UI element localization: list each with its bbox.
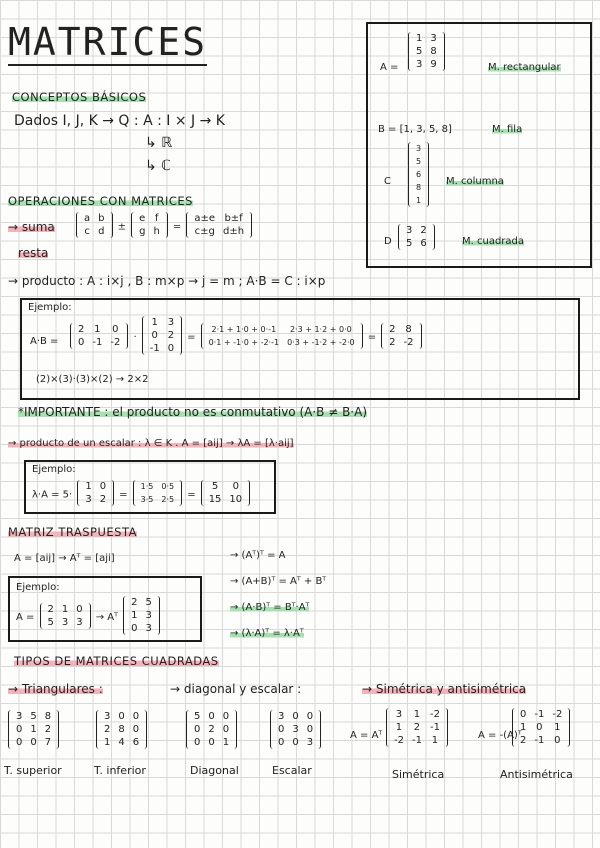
matrix-cell: 0 (232, 481, 239, 492)
traspuesta-arrow: → Aᵀ (95, 612, 118, 623)
matrix (408, 142, 429, 207)
matrix (186, 710, 237, 749)
matrix (512, 708, 570, 747)
matrix-cell: 3 (306, 737, 314, 748)
matrix-cell: d±h (223, 226, 245, 237)
matrix-cell: 0 (222, 711, 230, 722)
matrix-cell: 1 (104, 737, 111, 748)
matrix (123, 596, 160, 635)
matrix-cell: 3 (145, 610, 152, 621)
equals: = (172, 221, 182, 233)
matrix-cell: 2 (78, 323, 85, 335)
ejemplo-traspuesta-box (8, 576, 202, 642)
label-escalar: Escalar (272, 764, 312, 777)
matrix-cell: 1 (94, 323, 101, 335)
suma-label: → suma (8, 220, 55, 234)
matrix (201, 480, 250, 506)
traspuesta-lhs: A = (16, 612, 35, 623)
matrix-simetrica (386, 708, 448, 747)
matrix-types-box (366, 22, 592, 268)
matrix-cell: 2 (167, 330, 175, 341)
matrix (186, 212, 252, 238)
matrix-cell: 1 (554, 722, 561, 733)
matrix-cell: -2 (394, 735, 404, 746)
equals-2: = (367, 332, 377, 343)
matrix-cell: 3 (278, 711, 285, 722)
matrix (40, 603, 91, 629)
escalar-lhs: λ·A = 5· (32, 489, 73, 501)
matrix-escalar (270, 710, 321, 749)
conceptos-heading: CONCEPTOS BÁSICOS (12, 90, 147, 104)
matrix-cell: 5 (416, 46, 423, 57)
equals: = (119, 489, 128, 501)
matrix-cell: 0 (222, 724, 230, 735)
matrix-cell: d (98, 226, 105, 237)
matrix-cell: 3 (416, 59, 423, 70)
matrix-cell: 3·5 (140, 495, 154, 504)
matrix-cell: 0 (132, 711, 140, 722)
matrix-cell: 5 (145, 597, 152, 608)
matrix (70, 323, 128, 349)
matrix-cell: 0 (131, 623, 138, 634)
tipos-heading: TIPOS DE MATRICES CUADRADAS (14, 654, 219, 668)
matrix-cell: c (84, 226, 90, 237)
matrix-cell: 4 (118, 737, 125, 748)
matrix-cell: 5 (194, 711, 201, 722)
matrix-c (408, 142, 429, 207)
matrix-cell: 2 (420, 225, 427, 236)
matrix-cell: 0 (292, 737, 299, 748)
matrix-cell: 2 (413, 722, 421, 733)
matrix-cell: 0 (292, 711, 299, 722)
matrix (398, 224, 435, 250)
escalar-example (32, 480, 250, 506)
matrix-cell: 1 (413, 709, 421, 720)
conceptos-line3: ↳ ℂ (145, 158, 171, 174)
matrix-cell: h (153, 226, 160, 237)
matrix-cell: 2 (99, 494, 107, 505)
matrix-cell: 1 (431, 735, 439, 746)
matrix-d-label: D (384, 236, 392, 247)
page-title: MATRICES (8, 20, 208, 64)
matrix-diagonal (186, 710, 237, 749)
matrix-cell: 0·3 + -1·2 + -2·0 (287, 337, 355, 347)
matrix-cell: 2 (208, 724, 215, 735)
matrix-cell: 0 (16, 724, 23, 735)
ejemplo-producto-box (20, 298, 580, 400)
matrix (77, 480, 114, 506)
matrix-b-text: B = [1, 3, 5, 8] (378, 124, 452, 135)
matrix (76, 212, 113, 238)
matrix-cell: 1 (222, 737, 230, 748)
matrix-cell: 5 (416, 157, 422, 166)
matrix-cell: 1 (416, 33, 423, 44)
matrix-c-name: M. columna (446, 176, 504, 187)
ejemplo-dims: (2)×(3)·(3)×(2) → 2×2 (36, 374, 149, 385)
matrix (386, 708, 448, 747)
matrix-cell: 2 (131, 597, 138, 608)
traspuesta-ejemplo-label: Ejemplo: (16, 582, 60, 593)
matrix-cell: -2 (552, 709, 563, 720)
conceptos-line2: ↳ ℝ (145, 135, 173, 151)
matrix-cell: 0 (132, 724, 140, 735)
matrix-cell: -1 (534, 709, 545, 720)
matrix-cell: 3 (104, 711, 111, 722)
matrix-cell: 2 (47, 603, 54, 615)
matrix-cell: 0 (306, 711, 314, 722)
matrix-cell: 15 (208, 494, 222, 505)
matrix-d (398, 224, 435, 250)
matrix-b-name: M. fila (492, 124, 523, 135)
matrix-c-label: C (384, 176, 391, 187)
matrix-cell: 0 (194, 737, 201, 748)
label-simetrica: Simétrica (392, 768, 445, 781)
matrix-cell: 8 (416, 183, 422, 192)
matrix-cell: f (154, 213, 159, 224)
dot: · (133, 332, 137, 343)
matrix-cell: b±f (224, 213, 243, 224)
label-t-inferior: T. inferior (94, 764, 146, 777)
matrix-cell: 2 (44, 724, 52, 735)
matrix-cell: -1 (411, 735, 422, 746)
matrix-cell: 2·5 (161, 495, 175, 504)
matrix-cell: 0 (112, 323, 119, 335)
matrix-cell: 3 (16, 711, 23, 722)
matrix-t-inferior (96, 710, 147, 749)
matrix-cell: 8 (44, 711, 52, 722)
label-antisimetrica: Antisimétrica (500, 768, 573, 781)
matrix (133, 480, 182, 506)
matrix-cell: 2 (104, 724, 111, 735)
matrix-cell: 1 (520, 722, 527, 733)
matrix-cell: 5 (47, 616, 54, 628)
matrix-cell: 3 (145, 623, 152, 634)
matrix-cell: 0 (151, 330, 158, 341)
matrix-cell: a±e (194, 213, 216, 224)
matrix-cell: g (139, 226, 146, 237)
matrix-cell: 1 (30, 724, 37, 735)
label-diagonal: Diagonal (190, 764, 239, 777)
ejemplo-label: Ejemplo: (28, 302, 72, 313)
matrix (381, 323, 421, 349)
matrix-cell: 0 (16, 737, 23, 748)
matrix-cell: -1 (149, 343, 160, 354)
matrix-cell: -1 (429, 722, 440, 733)
matrix-a (408, 32, 445, 71)
matrix-cell: 5 (406, 238, 413, 249)
matrix-cell: 0 (554, 735, 561, 746)
matrix-cell: 5 (211, 481, 219, 492)
matrix-cell: 6 (132, 737, 140, 748)
conceptos-line1: Dados I, J, K → Q : A : I × J → K (14, 113, 225, 129)
plus-minus: ± (117, 221, 126, 233)
matrix-cell: 0 (30, 737, 37, 748)
matrix-cell: e (139, 213, 146, 224)
matrix-cell: 3 (76, 616, 83, 628)
matrix-cell: 3 (61, 616, 69, 628)
matrix-cell: 3 (430, 33, 437, 44)
matrix-cell: -2 (110, 336, 121, 348)
matrix-cell: 3 (395, 709, 403, 720)
matrix-cell: 0 (208, 711, 215, 722)
matrix-antisimetrica (512, 708, 570, 747)
matrix-cell: 2·3 + 1·2 + 0·0 (289, 324, 352, 334)
matrix-cell: -1 (534, 735, 545, 746)
matrix-cell: 5 (30, 711, 37, 722)
matrix-cell: 2 (389, 323, 396, 335)
producto-line: → producto : A : i×j , B : m×p → j = m ; A·B = C : i×p (8, 274, 326, 288)
matrix-cell: 3 (416, 144, 422, 153)
operaciones-heading: OPERACIONES CON MATRICES (8, 194, 193, 208)
matrix-cell: 0 (167, 343, 175, 354)
equals: = (187, 332, 196, 343)
matrix-cell: 0 (118, 711, 125, 722)
matrix-cell: 0 (278, 724, 285, 735)
matrix-t-superior (8, 710, 59, 749)
matrix-cell: 8 (118, 724, 125, 735)
matrix-cell: 1·5 (140, 482, 154, 491)
matrix (201, 323, 363, 349)
traspuesta-prop-3: → (A·B)ᵀ = Bᵀ·Aᵀ (230, 602, 310, 613)
matrix-cell: 0 (76, 603, 83, 615)
matrix-cell: -2 (403, 336, 414, 348)
tipos-triangulares: → Triangulares : (8, 682, 103, 696)
matrix-cell: 9 (430, 59, 437, 70)
simetrica-lhs: A = Aᵀ (350, 730, 383, 741)
traspuesta-heading: MATRIZ TRASPUESTA (8, 525, 137, 539)
traspuesta-prop-2: → (A+B)ᵀ = Aᵀ + Bᵀ (230, 576, 327, 587)
matrix-cell: 0 (78, 336, 85, 348)
matrix-cell: 3 (406, 225, 413, 236)
matrix-cell: -2 (429, 709, 440, 720)
tipos-simetrica: → Simétrica y antisimétrica (362, 682, 527, 696)
matrix-cell: 2 (389, 336, 396, 348)
matrix-cell: 6 (416, 170, 422, 179)
matrix-a-name: M. rectangular (488, 62, 561, 73)
matrix-cell: 1 (131, 610, 138, 621)
matrix-cell: 0 (278, 737, 285, 748)
matrix-cell: 1 (61, 603, 69, 615)
matrix-cell: 3 (292, 724, 299, 735)
traspuesta-prop-1: → (Aᵀ)ᵀ = A (230, 550, 286, 561)
matrix-cell: 1 (151, 317, 158, 328)
matrix-cell: 8 (405, 323, 412, 335)
ejemplo-escalar-box (24, 460, 276, 514)
matrix (408, 32, 445, 71)
importante-note: *IMPORTANTE : el producto no es conmutativo (A·B ≠ B·A) (18, 405, 368, 419)
matrix-d-name: M. cuadrada (462, 236, 525, 247)
matrix-cell: 0 (306, 724, 314, 735)
traspuesta-example (16, 596, 160, 635)
matrix (96, 710, 147, 749)
traspuesta-prop-4: → (λ·A)ᵀ = λ·Aᵀ (230, 628, 304, 639)
escalar-ejemplo-label: Ejemplo: (32, 464, 76, 475)
label-t-superior: T. superior (4, 764, 62, 777)
matrix-a-label: A = (380, 62, 399, 73)
matrix-cell: 7 (44, 737, 52, 748)
ejemplo-lhs: A·B = (30, 336, 59, 347)
antisimetrica-lhs: A = -(A)ᵀ (478, 730, 522, 741)
matrix-cell: 1 (395, 722, 403, 733)
matrix-cell: 0 (520, 709, 527, 720)
matrix-cell: 0 (208, 737, 215, 748)
matrix-cell: 0 (194, 724, 201, 735)
suma-formula (76, 212, 252, 238)
matrix-cell: 3 (167, 317, 175, 328)
matrix-cell: 8 (430, 46, 437, 57)
matrix-cell: c±g (194, 226, 215, 237)
matrix-cell: -1 (92, 336, 103, 348)
matrix-cell: 0 (536, 722, 543, 733)
matrix-cell: b (98, 213, 105, 224)
matrix-cell: 0 (99, 481, 107, 492)
matrix-cell: 1 (85, 481, 92, 492)
matrix (131, 212, 168, 238)
matrix-cell: 3 (85, 494, 92, 505)
matrix-cell: 0·5 (161, 482, 175, 491)
matrix (142, 316, 182, 355)
matrix-cell: a (84, 213, 91, 224)
matrix (8, 710, 59, 749)
escalar-line: → producto de un escalar : λ ∈ K . A = [aij] → λA = [λ·aij] (8, 438, 294, 449)
ejemplo-product (70, 316, 422, 355)
matrix-cell: 1 (416, 196, 422, 205)
matrix-cell: 2 (520, 735, 527, 746)
traspuesta-def: A = [aij] → Aᵀ = [aji] (14, 553, 115, 564)
tipos-diagonal: → diagonal y escalar : (170, 682, 302, 696)
matrix-cell: 2·1 + 1·0 + 0·-1 (211, 324, 277, 334)
matrix-cell: 0·1 + -1·0 + -2·-1 (208, 337, 280, 347)
resta-label: resta (18, 246, 49, 260)
matrix-cell: 10 (229, 494, 243, 505)
equals-2: = (187, 489, 196, 501)
matrix-cell: 6 (420, 238, 427, 249)
matrix (270, 710, 321, 749)
